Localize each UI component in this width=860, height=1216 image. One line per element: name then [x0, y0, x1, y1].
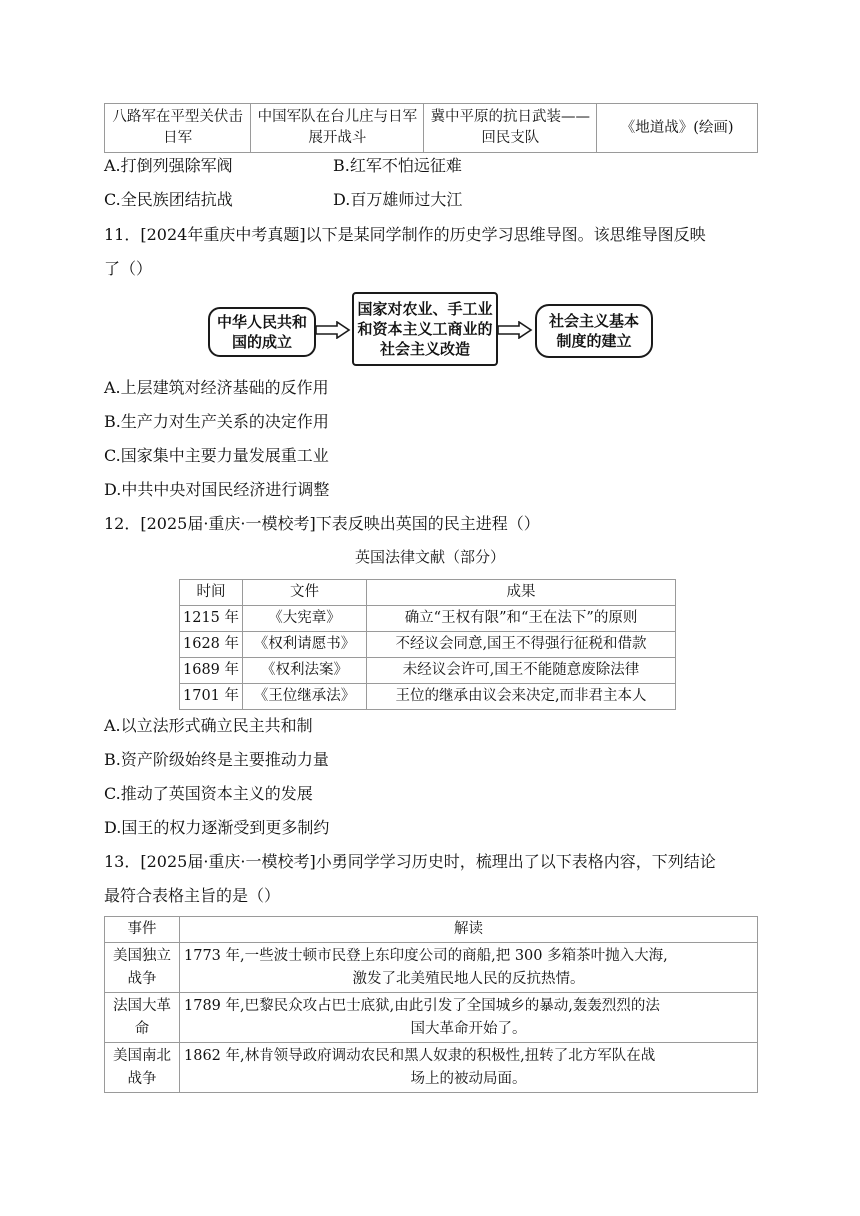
- cell-text: 国大革命开始了。: [410, 1020, 527, 1037]
- arrow-right-icon: [497, 321, 533, 339]
- q11-stem-line1: 11．[2024年重庆中考真题]以下是某同学制作的历史学习思维导图。该思维导图反映: [104, 225, 706, 244]
- q11-stem-line2: 了（）: [104, 259, 153, 278]
- table-cell: 1701 年: [180, 684, 243, 710]
- table-cell: 1215 年: [180, 606, 243, 632]
- q11-option-b[interactable]: B.生产力对生产关系的决定作用: [104, 412, 329, 431]
- cell-text: 1862 年,林肯领导政府调动农民和黑人奴隶的积极性,扭转了北方军队在战: [184, 1047, 656, 1064]
- cell-text: 场上的被动局面。: [410, 1070, 527, 1087]
- table-cell: 未经议会许可,国王不能随意废除法律: [367, 658, 676, 684]
- q13-event-table: [104, 916, 758, 1093]
- table-header-row: [105, 917, 758, 943]
- table-cell: 《地道战》(绘画): [597, 104, 758, 153]
- arrow-right-icon: [315, 321, 351, 339]
- q10-option-b[interactable]: B.红军不怕远征难: [333, 156, 462, 175]
- table-cell: 1689 年: [180, 658, 243, 684]
- table-cell: 《大宪章》: [243, 606, 367, 632]
- table-row: [105, 993, 758, 1043]
- column-header: 时间: [180, 580, 243, 606]
- q12-law-table: [179, 579, 676, 710]
- table-row: [180, 632, 676, 658]
- column-header: 事件: [105, 917, 180, 943]
- q12-option-a[interactable]: A.以立法形式确立民主共和制: [104, 716, 313, 735]
- table-row: [105, 104, 758, 153]
- q11-option-c[interactable]: C.国家集中主要力量发展重工业: [104, 446, 329, 465]
- q11-mind-map: [206, 292, 656, 366]
- table-cell: 《权利法案》: [243, 658, 367, 684]
- table-cell: [180, 943, 758, 993]
- table-row: [180, 606, 676, 632]
- table-cell: 法国大革命: [105, 993, 180, 1043]
- q12-option-b[interactable]: B.资产阶级始终是主要推动力量: [104, 750, 329, 769]
- table-row: [105, 1043, 758, 1093]
- table-cell: [180, 1043, 758, 1093]
- table-row: [180, 658, 676, 684]
- mind-map-box: 社会主义基本制度的建立: [535, 304, 653, 358]
- table-cell: 美国独立战争: [105, 943, 180, 993]
- cell-text: 激发了北美殖民地人民的反抗热情。: [352, 970, 585, 987]
- q11-option-d[interactable]: D.中共中央对国民经济进行调整: [104, 480, 330, 499]
- q10-option-d[interactable]: D.百万雄师过大江: [333, 190, 463, 209]
- q12-option-c[interactable]: C.推动了英国资本主义的发展: [104, 784, 313, 803]
- q10-option-c[interactable]: C.全民族团结抗战: [104, 190, 233, 209]
- table-cell: 中国军队在台儿庄与日军展开战斗: [251, 104, 424, 153]
- q10-picture-table: [104, 103, 758, 153]
- column-header: 文件: [243, 580, 367, 606]
- column-header: 成果: [367, 580, 676, 606]
- table-cell: 《王位继承法》: [243, 684, 367, 710]
- table-cell: 确立“王权有限”和“王在法下”的原则: [367, 606, 676, 632]
- table-cell: [180, 993, 758, 1043]
- cell-text: 1789 年,巴黎民众攻占巴士底狱,由此引发了全国城乡的暴动,轰轰烈烈的法: [184, 997, 660, 1014]
- mind-map-box: 国家对农业、手工业和资本主义工商业的社会主义改造: [352, 292, 498, 366]
- q10-option-a[interactable]: A.打倒列强除军阀: [104, 156, 233, 175]
- q12-stem: 12．[2025届·重庆·一模校考]下表反映出英国的民主进程（）: [104, 514, 540, 533]
- q12-option-d[interactable]: D.国王的权力逐渐受到更多制约: [104, 818, 330, 837]
- table-cell: 冀中平原的抗日武装——回民支队: [424, 104, 597, 153]
- table-cell: 王位的继承由议会来决定,而非君主本人: [367, 684, 676, 710]
- q12-table-caption: 英国法律文献（部分）: [354, 548, 505, 566]
- table-row: [105, 943, 758, 993]
- table-cell: 美国南北战争: [105, 1043, 180, 1093]
- table-cell: 《权利请愿书》: [243, 632, 367, 658]
- table-row: [180, 684, 676, 710]
- q13-stem-line1: 13．[2025届·重庆·一模校考]小勇同学学习历史时，梳理出了以下表格内容，下列结论: [104, 852, 716, 871]
- table-header-row: [180, 580, 676, 606]
- table-cell: 不经议会同意,国王不得强行征税和借款: [367, 632, 676, 658]
- cell-text: 1773 年,一些波士顿市民登上东印度公司的商船,把 300 多箱茶叶抛入大海,: [184, 947, 668, 964]
- q11-option-a[interactable]: A.上层建筑对经济基础的反作用: [104, 378, 329, 397]
- mind-map-box: 中华人民共和国的成立: [208, 307, 316, 357]
- q13-stem-line2: 最符合表格主旨的是（）: [104, 886, 281, 905]
- column-header: 解读: [180, 917, 758, 943]
- table-cell: 八路军在平型关伏击日军: [105, 104, 251, 153]
- table-cell: 1628 年: [180, 632, 243, 658]
